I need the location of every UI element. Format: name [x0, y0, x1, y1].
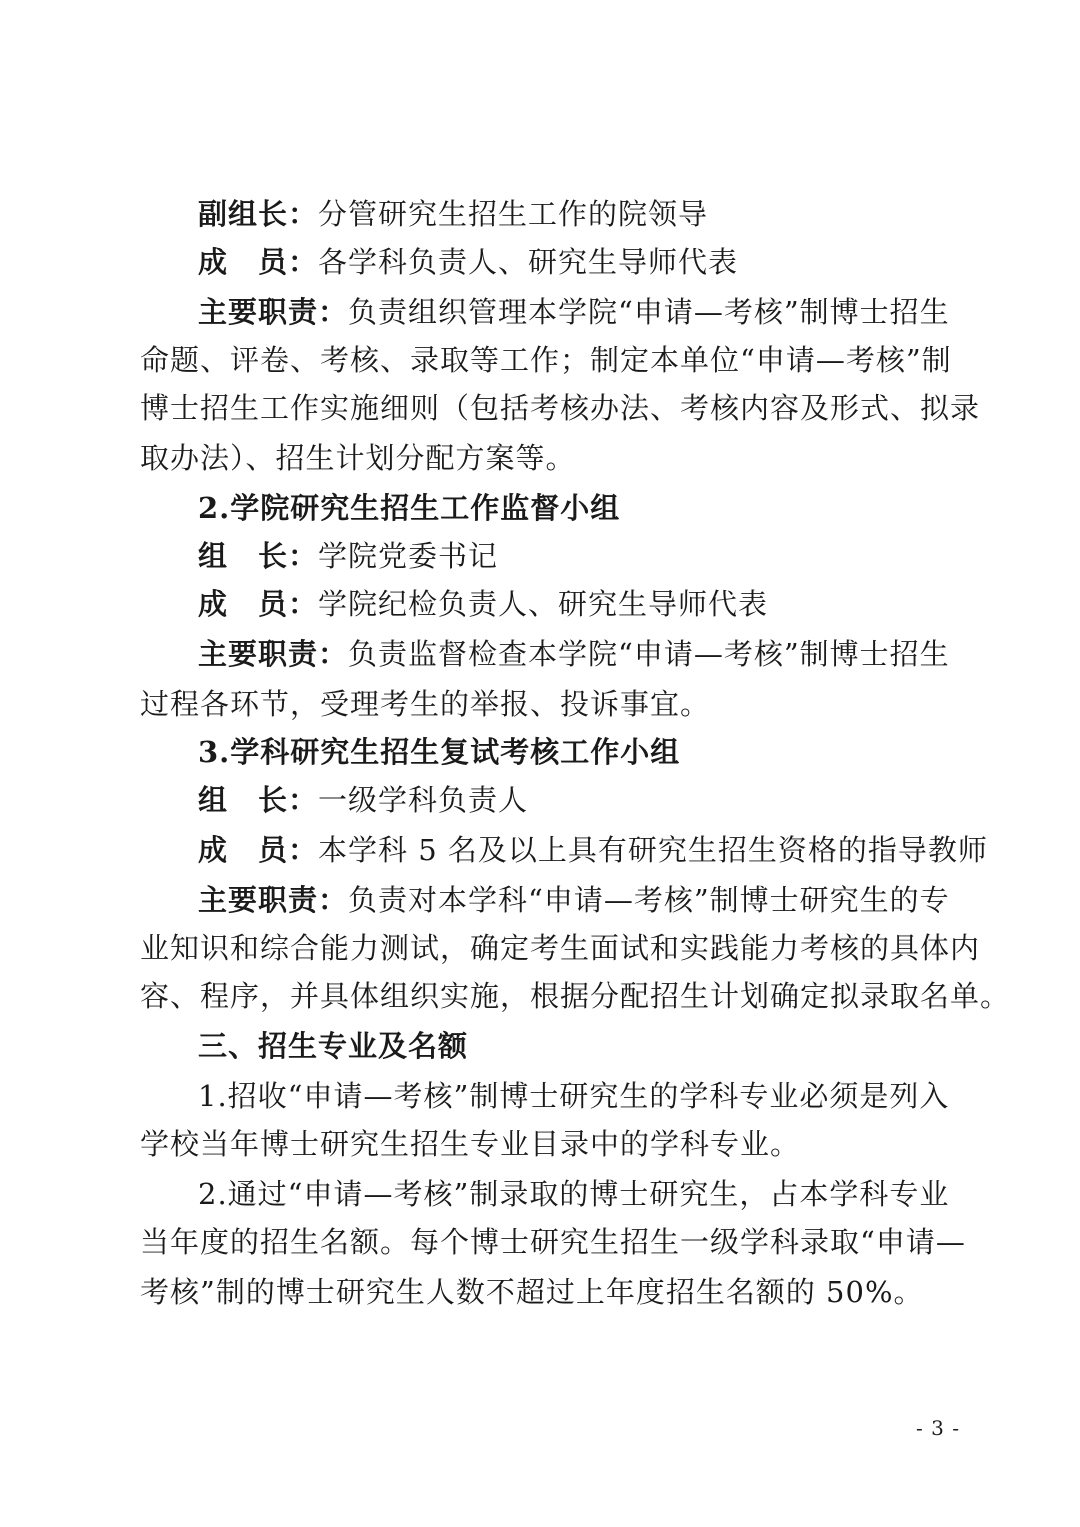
section2-members-text: 学院纪检负责人、研究生导师代表 [318, 587, 769, 621]
part3-item2-line-2: 当年度的招生名额。每个博士研究生招生一级学科录取“申请— [140, 1225, 966, 1259]
deputy-leader-line [198, 190, 940, 238]
members-label: 成 员： [198, 245, 319, 279]
section3-leader-label: 组 长： [198, 783, 319, 817]
section2-leader-label: 组 长： [198, 539, 319, 573]
section3-leader-text: 一级学科负责人 [318, 783, 529, 817]
section2-members-line [198, 580, 940, 628]
section3-heading: 3.学科研究生招生复试考核工作小组 [198, 735, 681, 769]
duties-line-3: 博士招生工作实施细则（包括考核办法、考核内容及形式、拟录 [140, 391, 981, 425]
part3-item1-line-2: 学校当年博士研究生招生专业目录中的学科专业。 [140, 1127, 801, 1161]
section2-leader-text: 学院党委书记 [318, 539, 499, 573]
section3-duties-line-2: 业知识和综合能力测试，确定考生面试和实践能力考核的具体内 [140, 931, 981, 965]
section2-duties-line-2: 过程各环节，受理考生的举报、投诉事宜。 [140, 687, 711, 721]
duties-line-2: 命题、评卷、考核、录取等工作；制定本单位“申请—考核”制 [140, 343, 952, 377]
section2-duties-text-1: 负责监督检查本学院“申请—考核”制博士招生 [348, 637, 950, 671]
section2-members-label: 成 员： [198, 587, 319, 621]
members-text: 各学科负责人、研究生导师代表 [318, 245, 739, 279]
duties-line-4: 取办法）、招生计划分配方案等。 [140, 441, 576, 475]
part3-item2-line-3: 考核”制的博士研究生人数不超过上年度招生名额的 50%。 [140, 1275, 924, 1309]
section3-members-label: 成 员： [198, 833, 319, 867]
section2-leader-line [198, 532, 940, 580]
page-number: - 3 - [916, 1416, 960, 1440]
section2-heading: 2.学院研究生招生工作监督小组 [198, 491, 621, 525]
members-line [198, 238, 940, 286]
section3-leader-line [198, 776, 940, 824]
section3-duties-line-3: 容、程序，并具体组织实施，根据分配招生计划确定拟录取名单。 [140, 979, 1011, 1013]
duties-line-1 [198, 288, 950, 336]
section3-members-line [198, 826, 988, 874]
deputy-leader-text: 分管研究生招生工作的院领导 [318, 197, 709, 231]
section3-members-text: 本学科 5 名及以上具有研究生招生资格的指导教师 [318, 833, 988, 867]
section3-duties-label: 主要职责： [198, 883, 349, 917]
part3-item2-line-1: 2.通过“申请—考核”制录取的博士研究生，占本学科专业 [198, 1177, 950, 1211]
part3-heading: 三、招生专业及名额 [198, 1029, 469, 1063]
section3-duties-line-1 [198, 876, 950, 924]
section2-duties-label: 主要职责： [198, 637, 349, 671]
deputy-leader-label: 副组长： [198, 197, 319, 231]
duties-label: 主要职责： [198, 295, 349, 329]
duties-text-1: 负责组织管理本学院“申请—考核”制博士招生 [348, 295, 950, 329]
section3-duties-text-1: 负责对本学科“申请—考核”制博士研究生的专 [348, 883, 950, 917]
part3-item1-line-1: 1.招收“申请—考核”制博士研究生的学科专业必须是列入 [198, 1079, 950, 1113]
section2-duties-line-1 [198, 630, 950, 678]
